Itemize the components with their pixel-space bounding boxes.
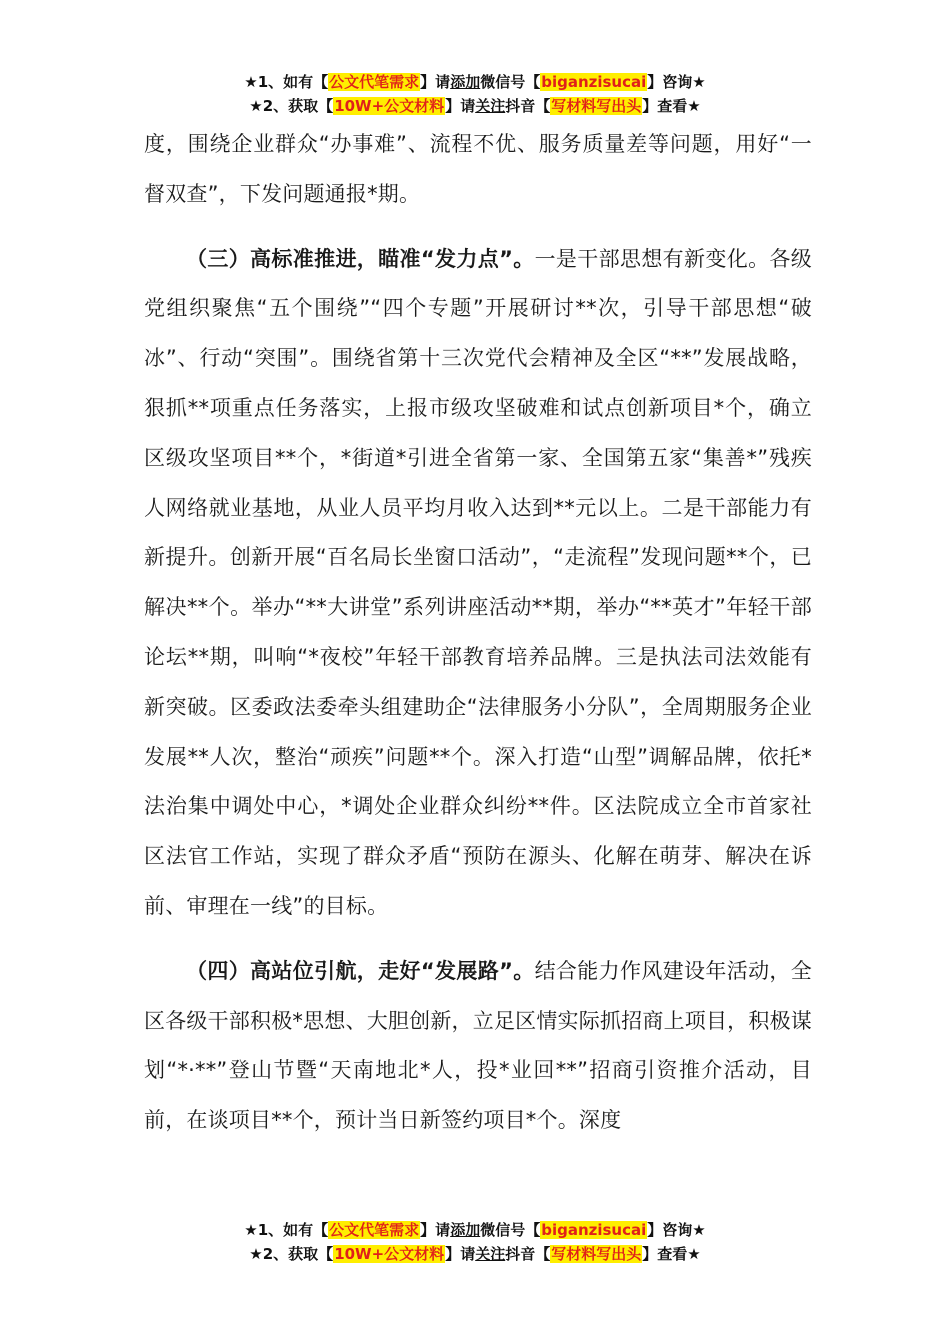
highlight-douyin: 写材料写出头 xyxy=(551,97,642,115)
footer-banner xyxy=(0,1218,950,1266)
section-4-heading: （四）高站位引航，走好“发展路”。 xyxy=(186,958,535,983)
paragraph-section-3 xyxy=(144,235,812,932)
paragraph-section-4 xyxy=(144,947,812,1146)
highlight-service: 公文代笔需求 xyxy=(329,73,420,91)
footer-line-2: ★2、获取【10W+公文材料】请关注抖音【写材料写出头】查看★ xyxy=(249,1245,701,1263)
section-3-body: 一是干部思想有新变化。各级党组织聚焦“五个围绕”“四个专题”开展研讨**次，引导干部思想“破冰”、行动“突围”。围绕省第十三次党代会精神及全区“**”发展战略，狠抓**项重点任务落实，上报市级攻坚破难和试点创新项目*个，确立区级攻坚项目**个，*街道*引进全省第一家、全国第五家“集善*”残疾人网络就业基地，从业人员平均月收入达到**元以上。二是干部能力有新提升。创新开展“百名局长坐窗口活动”，“走流程”发现问题**个，已解决**个。举办“**大讲堂”系列讲座活动**期，举办“**英才”年轻干部论坛**期，叫响“*夜校”年轻干部教育培养品牌。三是执法司法效能有新突破。区委政法委牵头组建助企“法律服务小分队”，全周期服务企业发展**人次，整治“顽疾”问题**个。深入打造“山型”调解品牌，依托*法治集中调处中心，*调处企业群众纠纷**件。区法院成立全市首家社区法官工作站，实现了群众矛盾“预防在源头、化解在萌芽、解决在诉前、审理在一线”的目标。 xyxy=(144,246,812,918)
paragraph-continuation: 度，围绕企业群众“办事难”、流程不优、服务质量差等问题，用好“一督双查”，下发问题通报*期。 xyxy=(144,132,812,206)
section-3-heading: （三）高标准推进，瞄准“发力点”。 xyxy=(186,246,535,271)
header-banner xyxy=(0,70,950,118)
banner-line-2: ★2、获取【10W+公文材料】请关注抖音【写材料写出头】查看★ xyxy=(249,97,701,115)
highlight-materials: 10W+公文材料 xyxy=(334,97,445,115)
document-body xyxy=(144,120,812,1146)
highlight-wechat-id: biganzisucai xyxy=(541,73,647,91)
section-4-body: 结合能力作风建设年活动，全区各级干部积极*思想、大胆创新，立足区情实际抓招商上项目，积极谋划“*·**”登山节暨“天南地北*人，投*业回**”招商引资推介活动，目前，在谈项目**个，预计当日新签约项目*个。深度 xyxy=(144,958,812,1133)
banner-line-1: ★1、如有【公文代笔需求】请添加微信号【biganzisucai】咨询★ xyxy=(244,73,706,91)
footer-line-1: ★1、如有【公文代笔需求】请添加微信号【biganzisucai】咨询★ xyxy=(244,1221,706,1239)
